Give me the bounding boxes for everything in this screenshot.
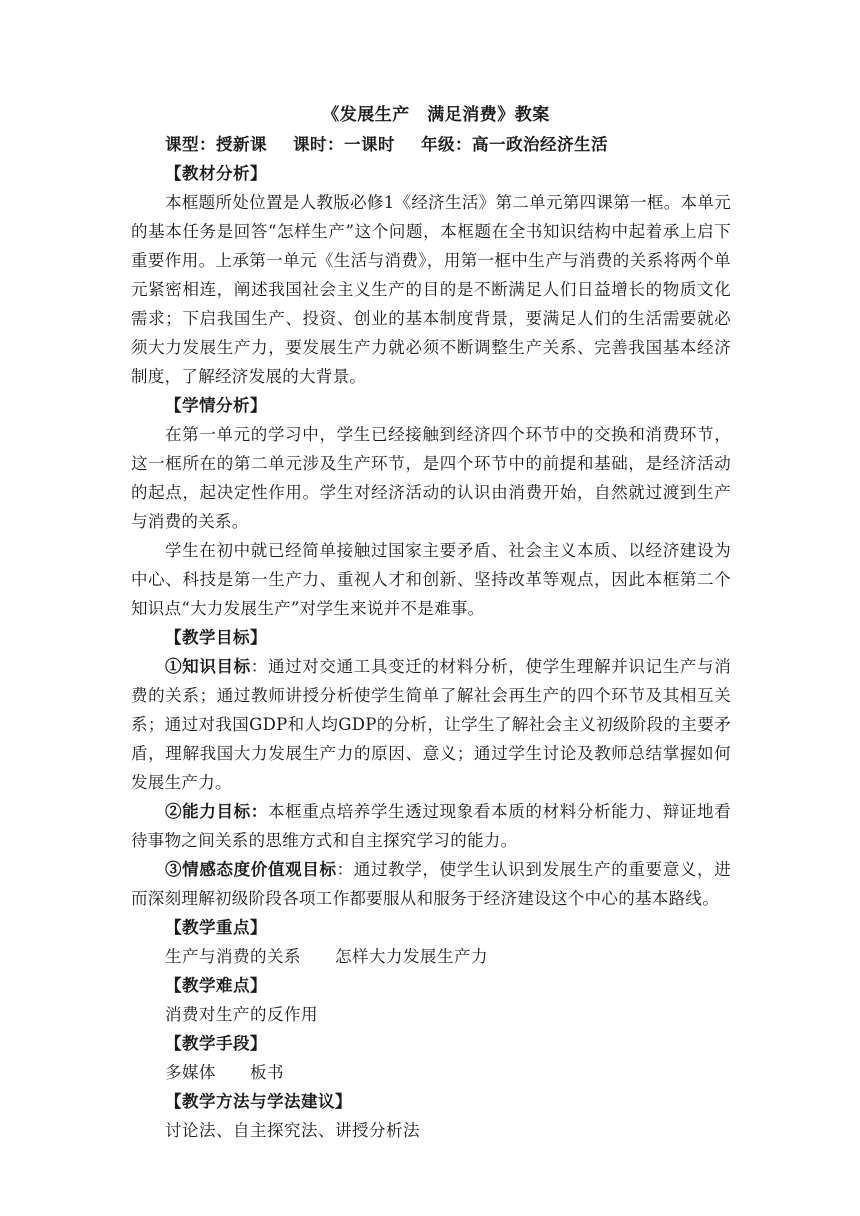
ability-goal-text: 本框重点培养学生透过现象看本质的材料分析能力、辩证地看待事物之间关系的思维方式和自主探究学习的能力。 xyxy=(131,802,731,850)
course-meta xyxy=(131,130,731,159)
key-point-1: 生产与消费的关系 xyxy=(165,947,301,966)
emotion-goal xyxy=(131,855,731,913)
knowledge-goal-label: ①知识目标 xyxy=(165,657,251,676)
key-point-2: 怎样大力发展生产力 xyxy=(335,947,488,966)
course-periods: 课时：一课时 xyxy=(293,135,395,154)
emotion-goal-label: ③情感态度价值观目标 xyxy=(165,860,337,879)
means-item-2: 板书 xyxy=(250,1063,284,1082)
textbook-analysis-heading: 【教材分析】 xyxy=(165,164,267,183)
course-grade: 年级：高一政治经济生活 xyxy=(421,135,608,154)
course-type: 课型：授新课 xyxy=(165,135,267,154)
means-item-1: 多媒体 xyxy=(165,1063,216,1082)
textbook-analysis-paragraph: 本框题所处位置是人教版必修1《经济生活》第二单元第四课第一框。本单元的基本任务是回答“怎样生产”这个问题，本框题在全书知识结构中起着承上启下重要作用。上承第一单元《生活与消费》，用第一框中生产与消费的关系将两个单元紧密相连，阐述我国社会主义生产的目的是不断满足人们日益增长的物质文化需求；下启我国生产、投资、创业的基本制度背景，要满足人们的生活需要就必须大力发展生产力，要发展生产力就必须不断调整生产关系、完善我国基本经济制度，了解经济发展的大背景。 xyxy=(131,193,731,386)
document-title: 《发展生产 满足消费》教案 xyxy=(322,105,550,125)
difficulty-item: 消费对生产的反作用 xyxy=(165,1005,318,1024)
knowledge-goal-text: ：通过对交通工具变迁的材料分析，使学生理解并识记生产与消费的关系；通过教师讲授分析使学生简单了解社会再生产的四个环节及其相互关系；通过对我国GDP和人均GDP的分析，让学生了解社会主义初级阶段的主要矛盾，理解我国大力发展生产力的原因、意义；通过学生讨论及教师总结掌握如何发展生产力。 xyxy=(131,657,731,792)
student-analysis-paragraph-2: 学生在初中就已经简单接触过国家主要矛盾、社会主义本质、以经济建设为中心、科技是第一生产力、重视人才和创新、坚持改革等观点，因此本框第二个知识点“大力发展生产”对学生来说并不是难事。 xyxy=(131,541,731,618)
emotion-goal-text: ：通过教学，使学生认识到发展生产的重要意义，进而深刻理解初级阶段各项工作都要服从和服务于经济建设这个中心的基本路线。 xyxy=(131,860,731,908)
knowledge-goal xyxy=(131,652,731,797)
ability-goal-label: ②能力目标： xyxy=(165,802,268,821)
student-analysis-heading: 【学情分析】 xyxy=(165,396,267,415)
teaching-means-line xyxy=(131,1058,731,1087)
teaching-goals-heading: 【教学目标】 xyxy=(165,628,267,647)
methods-item: 讨论法、自主探究法、讲授分析法 xyxy=(165,1121,420,1140)
ability-goal xyxy=(131,797,731,855)
teaching-means-heading: 【教学手段】 xyxy=(165,1034,267,1053)
key-points-heading: 【教学重点】 xyxy=(165,918,267,937)
student-analysis-paragraph-1: 在第一单元的学习中，学生已经接触到经济四个环节中的交换和消费环节，这一框所在的第二单元涉及生产环节，是四个环节中的前提和基础，是经济活动的起点，起决定性作用。学生对经济活动的认识由消费开始，自然就过渡到生产与消费的关系。 xyxy=(131,425,731,531)
key-points-line xyxy=(131,942,731,971)
methods-heading: 【教学方法与学法建议】 xyxy=(165,1092,352,1111)
lesson-plan-document xyxy=(131,101,731,1145)
difficulties-heading: 【教学难点】 xyxy=(165,976,267,995)
